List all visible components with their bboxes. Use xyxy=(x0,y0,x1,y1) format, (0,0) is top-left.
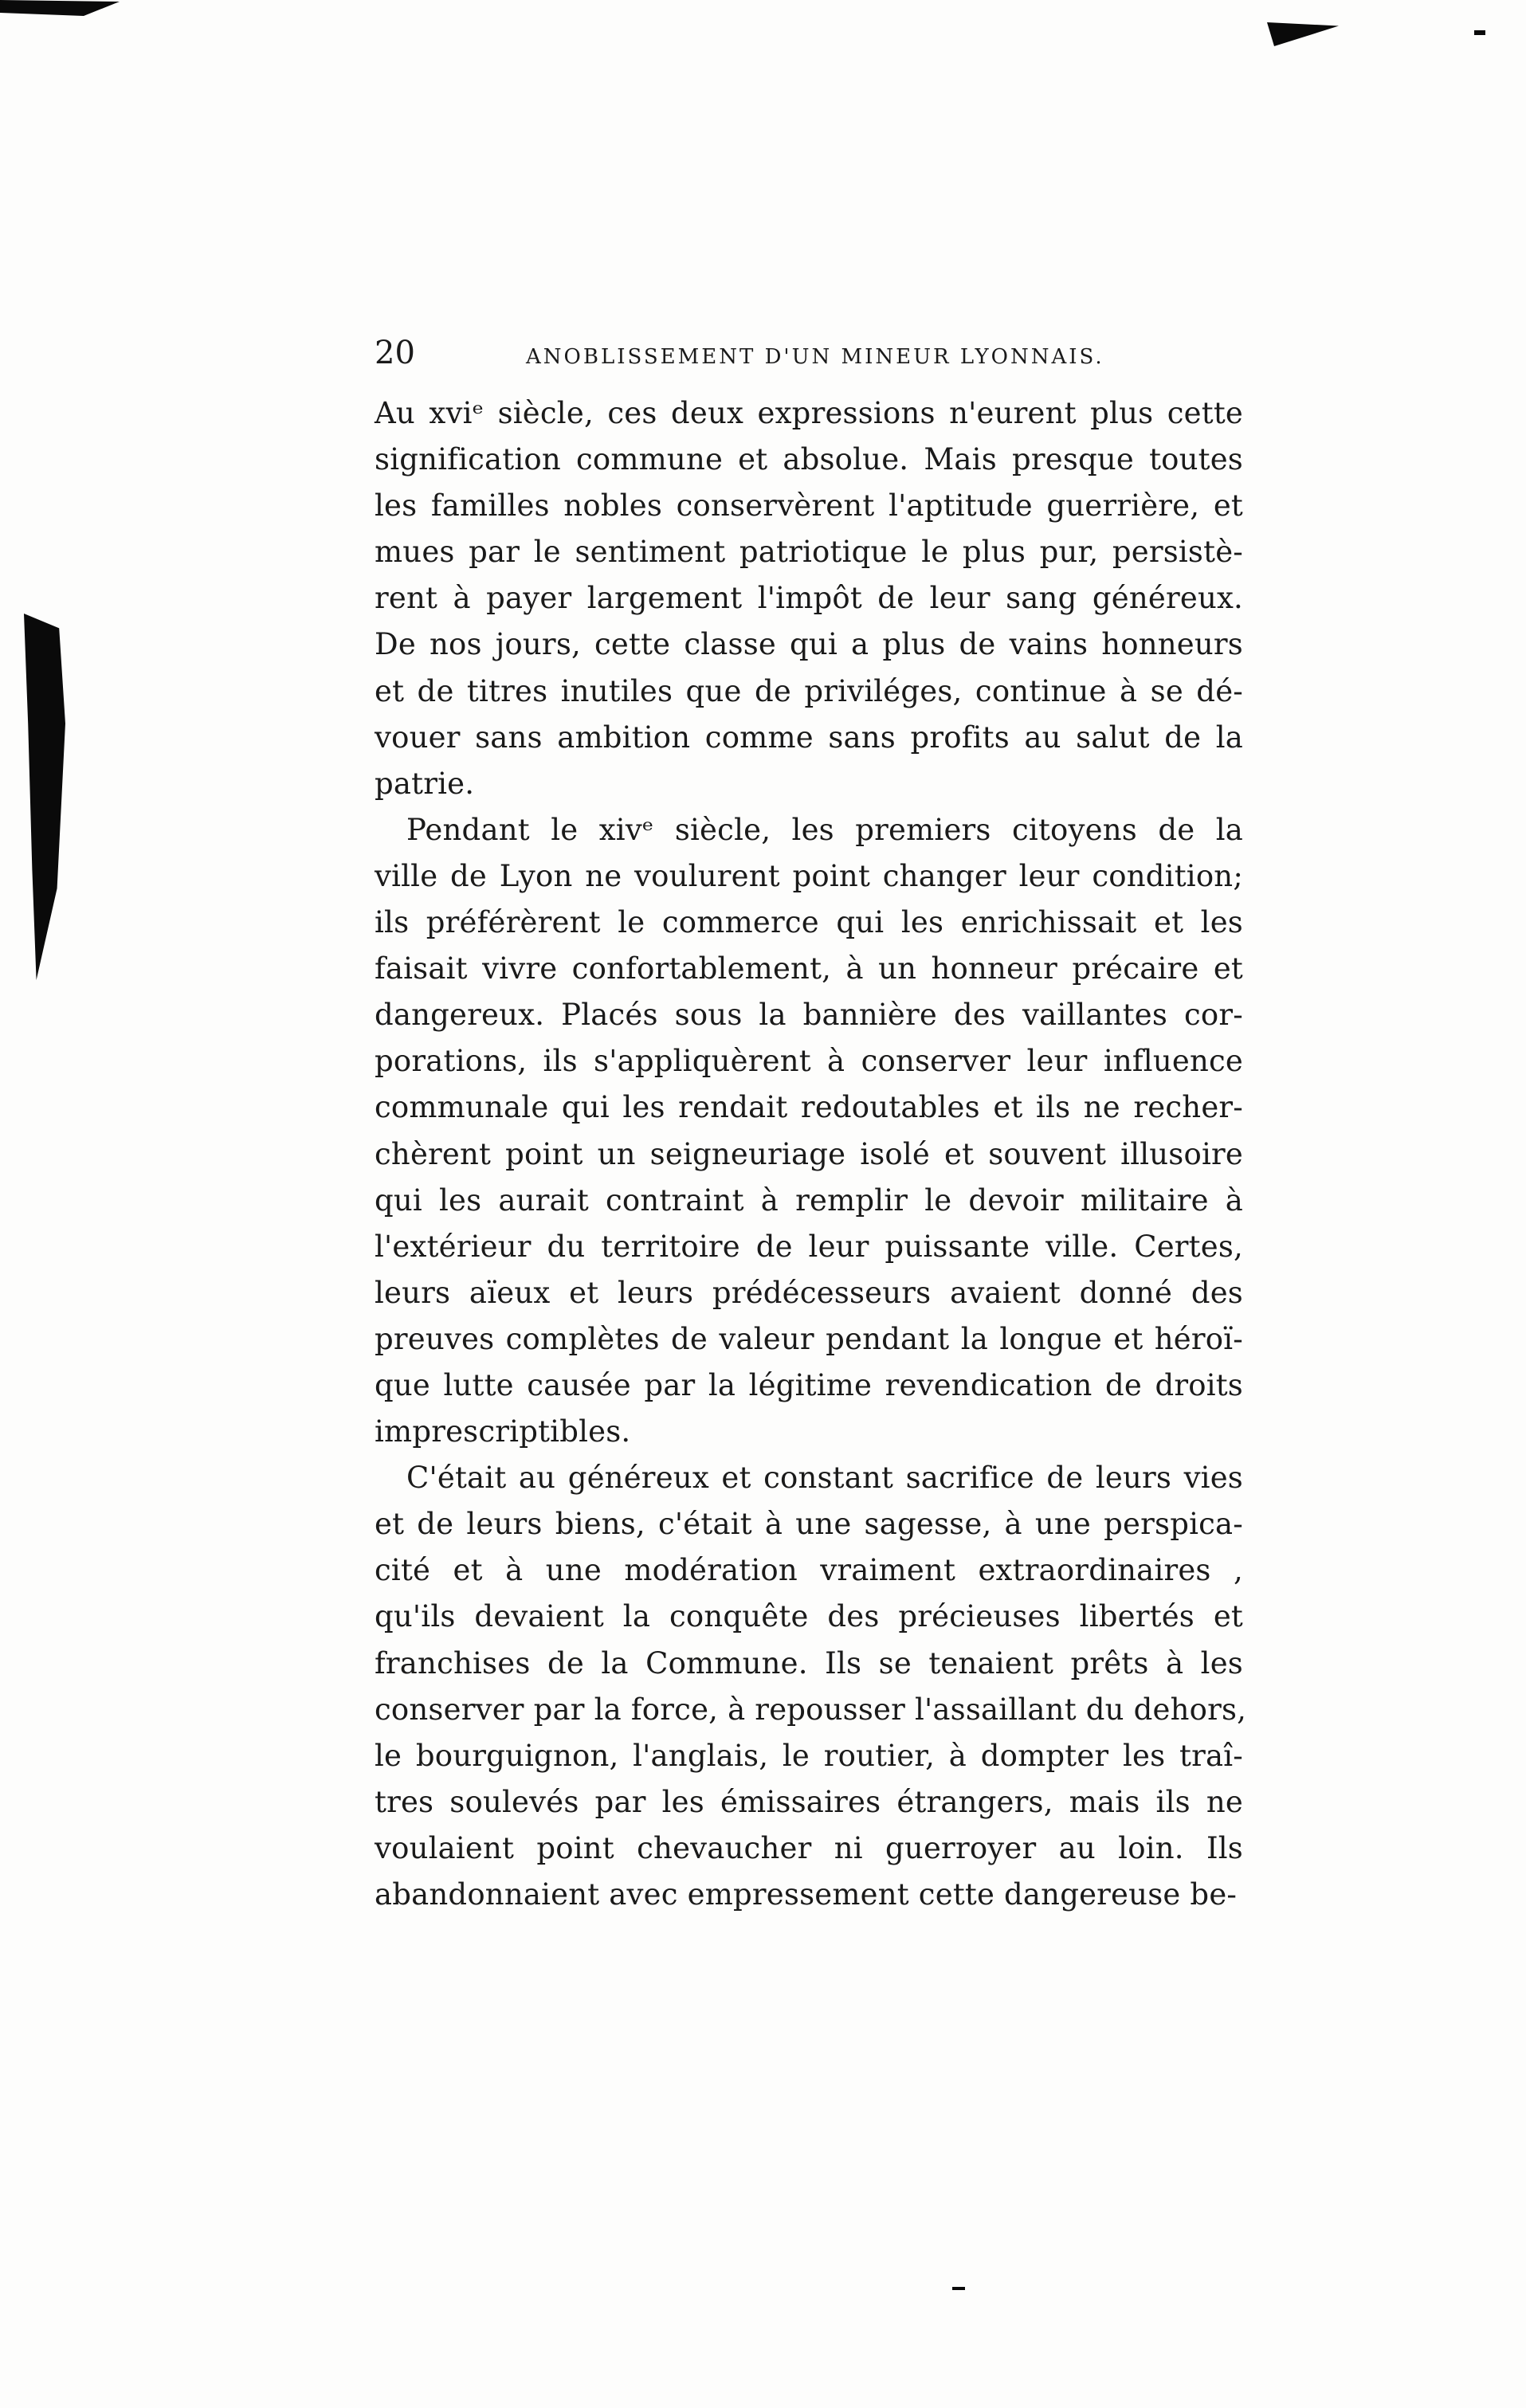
text-line: vouer sans ambition comme sans profits au salut de la xyxy=(375,720,1243,755)
scan-artifact-left-edge xyxy=(24,614,65,980)
text-line: l'extérieur du territoire de leur puissante ville. Certes, xyxy=(375,1229,1243,1264)
running-head-title: ANOBLISSEMENT D'UN MINEUR LYONNAIS. xyxy=(526,345,1104,369)
text-line: franchises de la Commune. Ils se tenaient prêts à les xyxy=(375,1645,1243,1681)
text-line: que lutte causée par la légitime revendication de droits xyxy=(375,1367,1243,1402)
text-line: qu'ils devaient la conquête des précieuses libertés et xyxy=(375,1599,1243,1634)
text-line: Au xviᵉ siècle, ces deux expressions n'eurent plus cette xyxy=(375,396,1243,430)
text-line: leurs aïeux et leurs prédécesseurs avaient donné des xyxy=(375,1275,1243,1310)
paragraph xyxy=(375,1455,1247,1918)
paragraph xyxy=(375,390,1243,807)
text-line: cité et à une modération vraiment extraordinaires , xyxy=(375,1553,1243,1588)
text-line: communale qui les rendait redoutables et ils ne recher- xyxy=(375,1090,1243,1125)
running-head xyxy=(375,335,1243,382)
page-content xyxy=(375,335,1247,1918)
scan-artifact-dot xyxy=(1474,30,1485,35)
text-line: De nos jours, cette classe qui a plus de vains honneurs xyxy=(375,627,1243,662)
text-line: chèrent point un seigneuriage isolé et souvent illusoire xyxy=(375,1136,1243,1171)
text-line: dangereux. Placés sous la bannière des vaillantes cor- xyxy=(375,998,1243,1033)
text-line: porations, ils s'appliquèrent à conserver leur influence xyxy=(375,1044,1243,1079)
text-line: Pendant le xivᵉ siècle, les premiers citoyens de la xyxy=(406,812,1243,847)
scan-artifact-top-left xyxy=(0,0,120,16)
text-line: mues par le sentiment patriotique le plus pur, persistè- xyxy=(375,535,1243,570)
text-line: les familles nobles conservèrent l'aptitude guerrière, et xyxy=(375,488,1243,524)
text-line: voulaient point chevaucher ni guerroyer au loin. Ils xyxy=(375,1830,1243,1865)
scan-artifact-bottom xyxy=(952,2287,965,2290)
text-line: tres soulevés par les émissaires étrangers, mais ils ne xyxy=(375,1784,1243,1819)
text-line: ils préférèrent le commerce qui les enrichissait et les xyxy=(375,905,1243,940)
text-line: patrie. xyxy=(375,766,475,801)
text-line: qui les aurait contraint à remplir le devoir militaire à xyxy=(375,1182,1243,1218)
text-line: et de leurs biens, c'était à une sagesse, à une perspica- xyxy=(375,1507,1243,1542)
text-line: rent à payer largement l'impôt de leur sang généreux. xyxy=(375,581,1243,616)
text-line: conserver par la force, à repousser l'assaillant du dehors, xyxy=(375,1692,1247,1727)
text-line: imprescriptibles. xyxy=(375,1414,631,1449)
text-line: le bourguignon, l'anglais, le routier, à dompter les traî- xyxy=(375,1738,1243,1773)
text-line: ville de Lyon ne voulurent point changer leur condition; xyxy=(375,858,1243,893)
text-line: preuves complètes de valeur pendant la longue et héroï- xyxy=(375,1321,1243,1356)
text-line: C'était au généreux et constant sacrifice de leurs vies xyxy=(406,1461,1243,1496)
page-number: 20 xyxy=(375,335,415,371)
body-text xyxy=(375,390,1247,1918)
text-line: abandonnaient avec empressement cette dangereuse be- xyxy=(375,1877,1238,1912)
text-line: et de titres inutiles que de priviléges, continue à se dé- xyxy=(375,673,1243,708)
paragraph xyxy=(375,807,1243,1455)
scan-artifact-top-right xyxy=(1267,22,1339,46)
text-line: faisait vivre confortablement, à un honneur précaire et xyxy=(375,951,1243,986)
text-line: signification commune et absolue. Mais presque toutes xyxy=(375,442,1243,477)
